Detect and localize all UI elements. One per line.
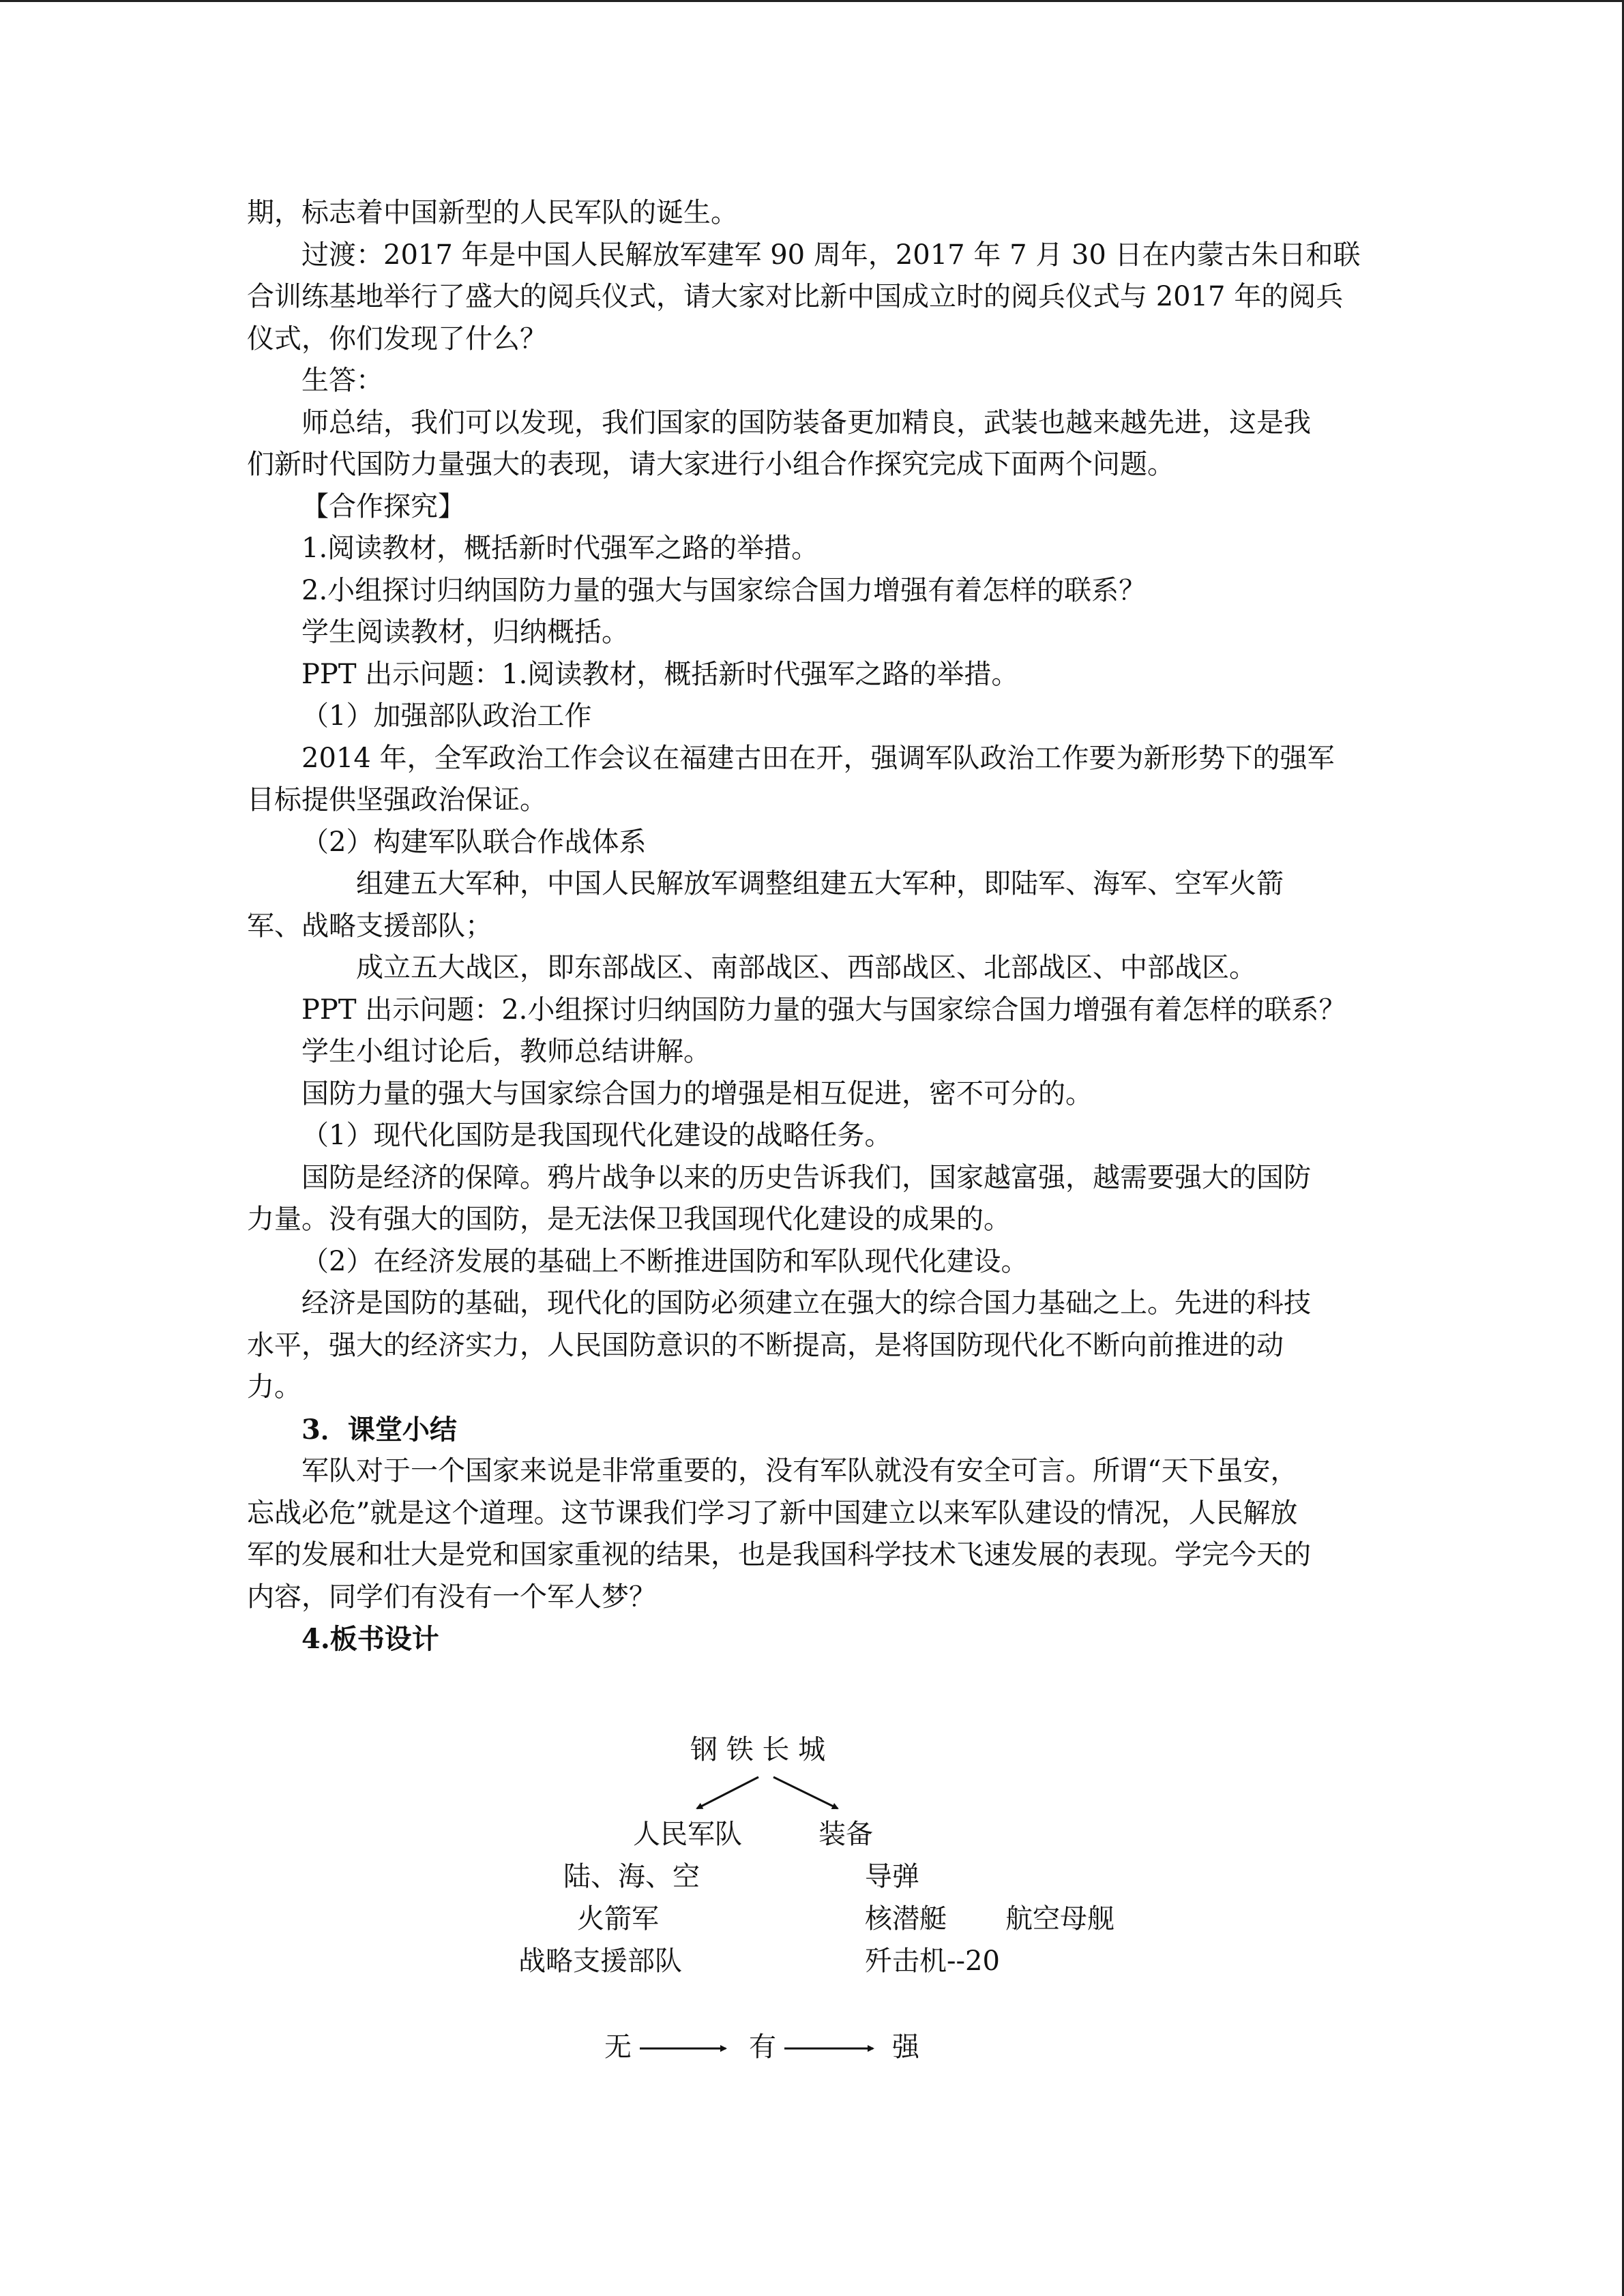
paragraph-line: 国防力量的强大与国家综合国力的增强是相互促进，密不可分的。 (301, 1077, 1093, 1109)
flow-step: 强 (892, 2031, 919, 2063)
paragraph-line: （2）在经济发展的基础上不断推进国防和军队现代化建设。 (301, 1245, 1029, 1277)
left-item: 火箭军 (577, 1903, 659, 1935)
left-item: 陆、海、空 (563, 1861, 700, 1892)
paragraph-line: 1.阅读教材，概括新时代强军之路的举措。 (301, 533, 819, 564)
right-heading: 装备 (818, 1819, 873, 1850)
paragraph-line: 师总结，我们可以发现，我们国家的国防装备更加精良，武装也越来越先进，这是我 (301, 406, 1311, 438)
paragraph-line: 忘战必危”就是这个道理。这节课我们学习了新中国建立以来军队建设的情况，人民解放 (247, 1497, 1298, 1529)
left-heading: 人民军队 (633, 1819, 742, 1850)
section-heading: 【合作探究】 (301, 490, 465, 522)
paragraph-line: 军队对于一个国家来说是非常重要的，没有军队就没有安全可言。所谓“天下虽安， (301, 1455, 1298, 1487)
left-item: 战略支援部队 (518, 1945, 682, 1977)
right-item: 歼击机--20 (865, 1945, 1000, 1977)
flow-step: 无 (604, 2031, 632, 2063)
paragraph-line: 合训练基地举行了盛大的阅兵仪式，请大家对比新中国成立时的阅兵仪式与 2017 年的阅兵 (247, 281, 1344, 312)
paragraph-line: （1）加强部队政治工作 (301, 700, 592, 732)
paragraph-line: 经济是国防的基础，现代化的国防必须建立在强大的综合国力基础之上。先进的科技 (301, 1287, 1311, 1319)
paragraph-line: 目标提供坚强政治保证。 (247, 784, 547, 816)
paragraph-line: 组建五大军种，中国人民解放军调整组建五大军种，即陆军、海军、空军火箭 (356, 868, 1284, 899)
section-heading: 4.板书设计 (301, 1623, 439, 1655)
paragraph-line: PPT 出示问题：1.阅读教材，概括新时代强军之路的举措。 (301, 658, 1019, 690)
paragraph-line: （2）构建军队联合作战体系 (301, 826, 647, 858)
paragraph-line: 力量。没有强大的国防，是无法保卫我国现代化建设的成果的。 (247, 1204, 1011, 1235)
paragraph-line: PPT 出示问题：2.小组探讨归纳国防力量的强大与国家综合国力增强有着怎样的联系？ (301, 994, 1346, 1026)
paragraph-line: 军的发展和壮大是党和国家重视的结果，也是我国科学技术飞速发展的表现。学完今天的 (247, 1539, 1311, 1570)
board-title: 钢 铁 长 城 (690, 1734, 826, 1765)
paragraph-line: 2014 年，全军政治工作会议在福建古田在开，强调军队政治工作要为新形势下的强军 (301, 742, 1335, 774)
paragraph-line: 内容，同学们有没有一个军人梦？ (247, 1581, 656, 1613)
paragraph-line: 水平，强大的经济实力，人民国防意识的不断提高，是将国防现代化不断向前推进的动 (247, 1329, 1284, 1361)
paragraph-line: 学生阅读教材，归纳概括。 (301, 616, 629, 648)
paragraph-line: 国防是经济的保障。鸦片战争以来的历史告诉我们，国家越富强，越需要强大的国防 (301, 1161, 1311, 1193)
paragraph-line: 成立五大战区，即东部战区、南部战区、西部战区、北部战区、中部战区。 (356, 952, 1256, 983)
paragraph-line: 期，标志着中国新型的人民军队的诞生。 (247, 197, 738, 228)
section-heading: 3．课堂小结 (301, 1413, 457, 1446)
paragraph-line: 过渡：2017 年是中国人民解放军建军 90 周年，2017 年 7 月 30 日在内蒙古朱日和联 (301, 239, 1361, 271)
right-item-extra: 航空母舰 (1005, 1903, 1114, 1935)
paragraph-line: 2.小组探讨归纳国防力量的强大与国家综合国力增强有着怎样的联系？ (301, 574, 1147, 606)
paragraph-line: 力。 (247, 1371, 301, 1403)
right-item: 导弹 (865, 1861, 919, 1892)
branch-arrow-left (697, 1777, 758, 1808)
page-top-border (0, 0, 1624, 2)
flow-step: 有 (749, 2031, 776, 2063)
right-item: 核潜艇 (865, 1903, 947, 1935)
paragraph-line: 生答： (301, 365, 383, 396)
document-body (247, 192, 1376, 1660)
paragraph-line: 们新时代国防力量强大的表现，请大家进行小组合作探究完成下面两个问题。 (247, 449, 1175, 480)
paragraph-line: 军、战略支援部队； (247, 910, 492, 942)
paragraph-line: 学生小组讨论后，教师总结讲解。 (301, 1036, 711, 1067)
branch-arrow-right (773, 1777, 838, 1808)
paragraph-line: （1）现代化国防是我国现代化建设的战略任务。 (301, 1120, 892, 1151)
paragraph-line: 仪式，你们发现了什么？ (247, 323, 547, 355)
